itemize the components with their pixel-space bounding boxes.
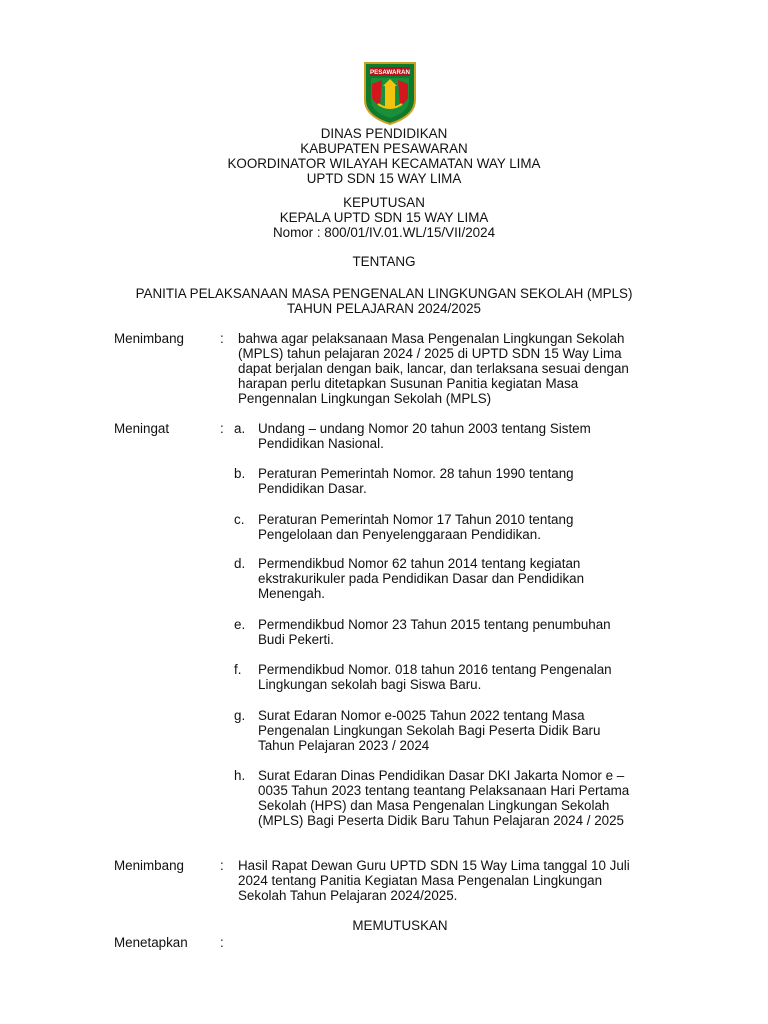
text-line: harapan perlu ditetapkan Susunan Panitia kegiatan Masa: [238, 376, 579, 391]
text-line: Pendidikan Nasional.: [258, 436, 384, 451]
subject-line-1: PANITIA PELAKSANAAN MASA PENGENALAN LINGKUNGAN SEKOLAH (MPLS): [135, 286, 633, 301]
decree-issuer: KEPALA UPTD SDN 15 WAY LIMA: [279, 210, 489, 225]
menetapkan-colon: :: [220, 935, 224, 950]
menimbang-colon-2: :: [220, 858, 224, 873]
menimbang-colon: :: [220, 331, 224, 346]
text-line: Permendikbud Nomor. 018 tahun 2016 tentang Pengenalan: [258, 662, 612, 677]
text-line: (MPLS) Bagi Peserta Didik Baru Tahun Pelajaran 2024 / 2025: [258, 813, 624, 828]
header-line-1: DINAS PENDIDIKAN: [320, 126, 448, 141]
text-line: Menengah.: [258, 586, 326, 601]
item-letter: g.: [234, 708, 246, 723]
text-line: Sekolah (HPS) dan Masa Pengenalan Lingkungan Sekolah: [258, 798, 610, 813]
text-line: bahwa agar pelaksanaan Masa Pengenalan Lingkungan Sekolah: [238, 331, 625, 346]
item-letter: d.: [234, 556, 246, 571]
text-line: Lingkungan sekolah bagi Siswa Baru.: [258, 677, 482, 692]
institution-header: [0, 126, 768, 186]
text-line: Surat Edaran Nomor e-0025 Tahun 2022 tentang Masa: [258, 708, 585, 723]
decree-title-block: [0, 195, 768, 240]
mengingat-label: Meningat: [114, 421, 170, 436]
text-line: Sekolah Tahun Pelajaran 2024/2025.: [238, 888, 458, 903]
about-text: TENTANG: [352, 254, 416, 269]
decree-title: KEPUTUSAN: [343, 195, 425, 210]
item-letter: e.: [234, 617, 246, 632]
text-line: Surat Edaran Dinas Pendidikan Dasar DKI Jakarta Nomor e –: [258, 768, 625, 783]
memutuskan-heading: MEMUTUSKAN: [352, 918, 448, 933]
about-heading: [0, 254, 768, 269]
text-line: (MPLS) tahun pelajaran 2024 / 2025 di UPTD SDN 15 Way Lima: [238, 346, 622, 361]
item-letter: f.: [234, 662, 242, 677]
text-line: dapat berjalan dengan baik, lancar, dan terlaksana sesuai dengan: [238, 361, 629, 376]
decree-subject: [0, 286, 768, 316]
text-line: Permendikbud Nomor 62 tahun 2014 tentang kegiatan: [258, 556, 581, 571]
menimbang-label-2: Menimbang: [114, 858, 184, 873]
header-line-4: UPTD SDN 15 WAY LIMA: [306, 171, 462, 186]
decree-number: Nomor : 800/01/IV.01.WL/15/VII/2024: [272, 225, 496, 240]
text-line: Peraturan Pemerintah Nomor 17 Tahun 2010 tentang: [258, 512, 574, 527]
text-line: Undang – undang Nomor 20 tahun 2003 tentang Sistem: [258, 421, 591, 436]
item-letter: b.: [234, 466, 246, 481]
header-line-3: KOORDINATOR WILAYAH KECAMATAN WAY LIMA: [227, 156, 541, 171]
text-line: Hasil Rapat Dewan Guru UPTD SDN 15 Way Lima tanggal 10 Juli: [238, 858, 630, 873]
menimbang-label: Menimbang: [114, 331, 184, 346]
pesawaran-crest-logo: [362, 60, 418, 126]
text-line: Permendikbud Nomor 23 Tahun 2015 tentang penumbuhan: [258, 617, 611, 632]
menimbang-text-2: [238, 858, 698, 903]
item-letter: a.: [234, 421, 246, 436]
text-line: ekstrakurikuler pada Pendidikan Dasar dan Pendidikan: [258, 571, 585, 586]
text-line: Pendidikan Dasar.: [258, 481, 367, 496]
item-letter: h.: [234, 768, 246, 783]
item-letter: c.: [234, 512, 245, 527]
text-line: Peraturan Pemerintah Nomor. 28 tahun 1990 tentang: [258, 466, 574, 481]
text-line: Pengelolaan dan Penyelenggaraan Pendidikan.: [258, 527, 541, 542]
logo-text: PESAWARAN: [370, 69, 410, 76]
subject-line-2: TAHUN PELAJARAN 2024/2025: [286, 301, 481, 316]
text-line: Tahun Pelajaran 2023 / 2024: [258, 738, 430, 753]
mengingat-colon: :: [220, 421, 224, 436]
text-line: Pengennalan Lingkungan Sekolah (MPLS): [238, 391, 492, 406]
text-line: Budi Pekerti.: [258, 632, 334, 647]
text-line: Pengenalan Lingkungan Sekolah Bagi Peserta Didik Baru: [258, 723, 601, 738]
text-line: 0035 Tahun 2023 tentang teantang Pelaksanaan Hari Pertama: [258, 783, 630, 798]
menimbang-text: [238, 331, 698, 406]
header-line-2: KABUPATEN PESAWARAN: [300, 141, 468, 156]
menetapkan-label: Menetapkan: [114, 935, 188, 950]
text-line: 2024 tentang Panitia Kegiatan Masa Pengenalan Lingkungan: [238, 873, 603, 888]
